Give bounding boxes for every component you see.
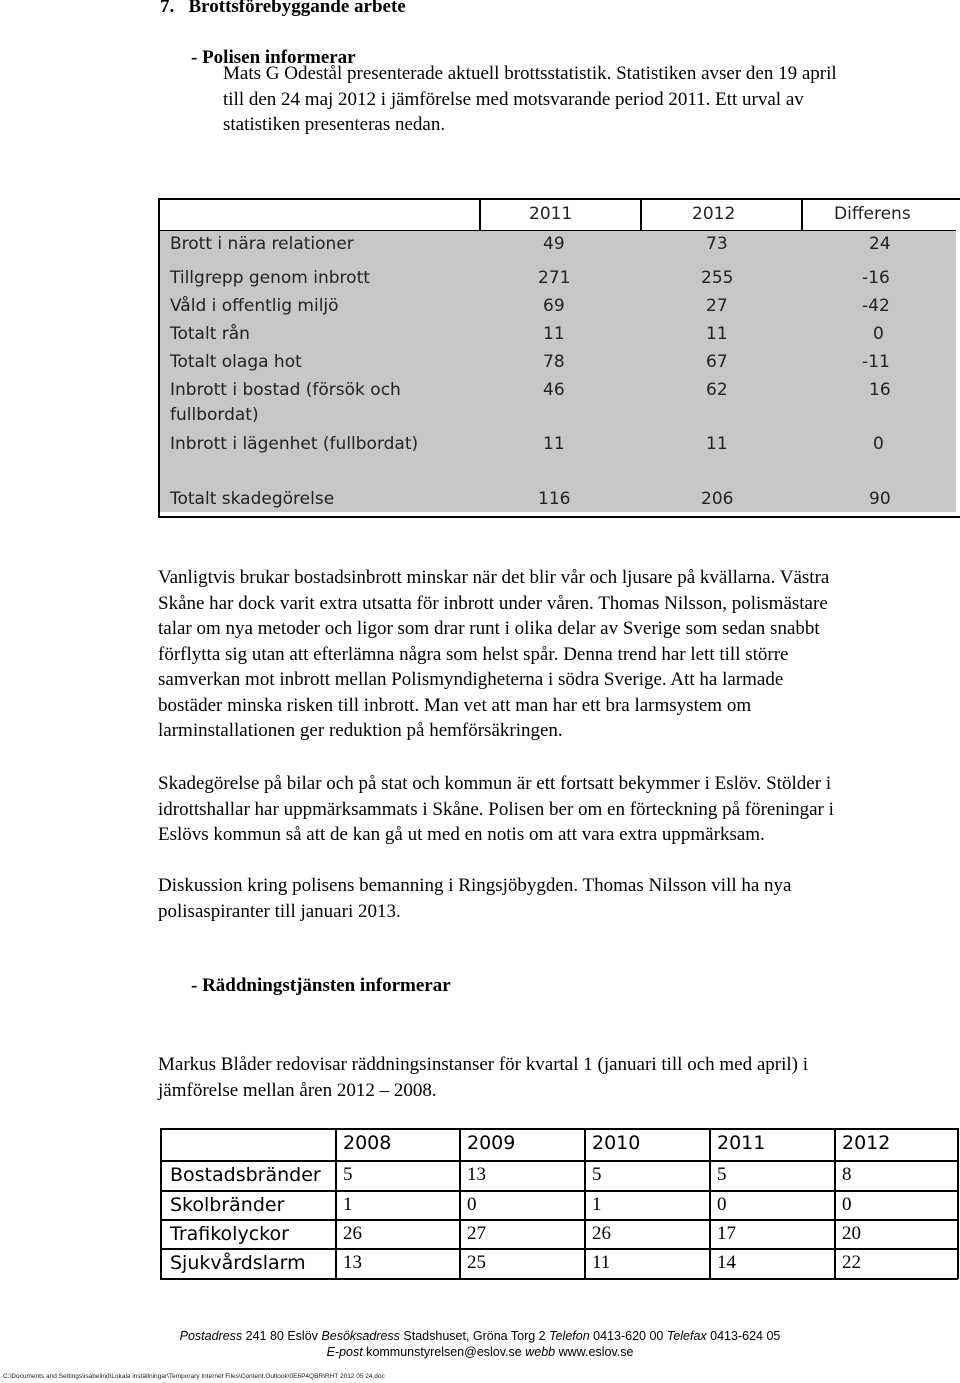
footer-label: Besöksadress: [321, 1329, 400, 1343]
rescue-label: Skolbränder: [170, 1194, 285, 1216]
paragraph-staffing: [158, 873, 792, 924]
crime-2012: 62: [706, 380, 728, 400]
grid-line: [957, 1128, 959, 1279]
rescue-value: 14: [717, 1252, 736, 1273]
crime-label: Totalt olaga hot: [170, 352, 302, 372]
footer-label: webb: [525, 1345, 556, 1359]
rescue-value: 11: [592, 1252, 611, 1273]
crime-label: Inbrott i bostad (försök och: [170, 380, 401, 400]
crime-diff: 0: [873, 434, 884, 454]
crime-diff: -11: [862, 352, 890, 372]
paragraph-line: polisaspiranter till januari 2013.: [158, 900, 401, 922]
rescue-intro-line: Markus Blåder redovisar räddningsinstanser för kvartal 1 (januari till och med april) i: [158, 1054, 809, 1075]
crime-table-header-diff: Differens: [834, 204, 911, 224]
rescue-value: 13: [343, 1252, 362, 1273]
rescue-value: 22: [842, 1252, 861, 1273]
police-heading: - Polisen informerar: [191, 47, 356, 68]
crime-table-header-2011: 2011: [529, 204, 573, 224]
rescue-label: Trafikolyckor: [170, 1223, 289, 1245]
grid-line: [160, 1160, 958, 1162]
rescue-value: 0: [467, 1194, 477, 1215]
crime-diff: 16: [869, 380, 891, 400]
section-title: Brottsförebyggande arbete: [188, 0, 406, 17]
grid-line: [160, 1248, 958, 1250]
crime-label: Inbrott i lägenhet (fullbordat): [170, 434, 419, 454]
rescue-heading: - Räddningstjänsten informerar: [191, 975, 451, 996]
crime-diff: 24: [869, 234, 891, 254]
grid-line: [335, 1128, 337, 1279]
section-heading: [160, 0, 406, 18]
crime-2012: 27: [706, 296, 728, 316]
footer-value: Stadshuset, Gröna Torg 2: [403, 1329, 546, 1343]
crime-label: Tillgrepp genom inbrott: [170, 268, 370, 288]
crime-2012: 67: [706, 352, 728, 372]
crime-2012: 206: [701, 489, 734, 509]
paragraph-line: talar om nya metoder och ligor som drar runt i olika delar av Sverige som sedan snabbt: [158, 618, 820, 639]
grid-line: [709, 1128, 711, 1279]
year-header: 2012: [842, 1132, 891, 1154]
footer-line-2: [0, 1345, 960, 1359]
crime-label: Brott i nära relationer: [170, 234, 354, 254]
rescue-value: 8: [842, 1164, 852, 1185]
rescue-value: 5: [343, 1164, 353, 1185]
rescue-value: 27: [467, 1223, 486, 1244]
crime-2012: 255: [701, 268, 734, 288]
rescue-label: Sjukvårdslarm: [170, 1252, 306, 1274]
crime-diff: -42: [862, 296, 890, 316]
paragraph-line: Vanligtvis brukar bostadsinbrott minskar när det blir vår och ljusare på kvällarna. Västra: [158, 567, 830, 588]
crime-2011: 49: [543, 234, 565, 254]
grid-line: [584, 1128, 586, 1279]
rescue-value: 25: [467, 1252, 486, 1273]
paragraph-line: Eslövs kommun så att de kan gå ut med en notis om att vara extra uppmärksam.: [158, 824, 765, 845]
rescue-value: 5: [717, 1164, 727, 1185]
rescue-value: 1: [343, 1194, 353, 1215]
grid-line: [160, 1219, 958, 1221]
year-header: 2008: [343, 1132, 392, 1154]
crime-2012: 11: [706, 324, 728, 344]
grid-line: [459, 1128, 461, 1279]
paragraph-line: förflytta sig utan att efterlämna några som helst spår. Denna trend har lett till större: [158, 643, 789, 665]
crime-label: Totalt rån: [170, 324, 250, 344]
grid-line: [160, 1278, 958, 1280]
footer-line-1: [0, 1329, 960, 1343]
rescue-intro: [158, 1052, 808, 1103]
grid-line: [160, 1128, 958, 1130]
year-header: 2010: [592, 1132, 641, 1154]
paragraph-line: Diskussion kring polisens bemanning i Ringsjöbygden. Thomas Nilsson vill ha nya: [158, 875, 792, 896]
footer-value: 241 80 Eslöv: [245, 1329, 318, 1343]
year-header: 2009: [467, 1132, 516, 1154]
paragraph-line: idrottshallar har uppmärksammats i Skåne. Polisen ber om en förteckning på föreningar i: [158, 798, 834, 820]
grid-line: [834, 1128, 836, 1279]
crime-label: Våld i offentlig miljö: [170, 296, 339, 316]
divider: [479, 200, 481, 230]
rescue-value: 1: [592, 1194, 602, 1215]
rescue-value: 26: [343, 1223, 362, 1244]
grid-line: [160, 1128, 162, 1279]
rescue-value: 20: [842, 1223, 861, 1244]
crime-diff: -16: [862, 268, 890, 288]
footer-website[interactable]: www.eslov.se: [558, 1345, 634, 1359]
rescue-value: 13: [467, 1164, 486, 1185]
year-header: 2011: [717, 1132, 766, 1154]
file-path: C:\Documents and Settings\isabelind\Lokala inställningar\Temporary Internet Files\Content.Outlook\0E6P4QBR\RHT 2012 05 24.doc: [3, 1373, 385, 1380]
crime-2012: 11: [706, 434, 728, 454]
police-intro-line: till den 24 maj 2012 i jämförelse med motsvarande period 2011. Ett urval av: [223, 88, 804, 110]
crime-2012: 73: [706, 234, 728, 254]
footer-email[interactable]: kommunstyrelsen@eslov.se: [366, 1345, 522, 1359]
paragraph-line: Skadegörelse på bilar och på stat och kommun är ett fortsatt bekymmer i Eslöv. Stölder i: [158, 773, 832, 794]
divider: [801, 200, 803, 230]
paragraph-line: bostäder minska risken till inbrott. Man vet att man har ett bra larmsystem om: [158, 694, 752, 716]
footer-value: 0413-620 00: [593, 1329, 664, 1343]
crime-2011: 11: [543, 324, 565, 344]
crime-diff: 0: [873, 324, 884, 344]
rescue-label: Bostadsbränder: [170, 1164, 321, 1186]
paragraph-vandalism: [158, 771, 834, 848]
crime-2011: 46: [543, 380, 565, 400]
rescue-value: 0: [717, 1194, 727, 1215]
crime-label-cont: fullbordat): [170, 405, 259, 425]
rescue-intro-line: jämförelse mellan åren 2012 – 2008.: [158, 1079, 437, 1101]
police-intro-line: Mats G Odestål presenterade aktuell brottsstatistik. Statistiken avser den 19 april: [223, 63, 837, 84]
rescue-value: 5: [592, 1164, 602, 1185]
paragraph-line: Skåne har dock varit extra utsatta för inbrott under våren. Thomas Nilsson, polismästare: [158, 592, 828, 614]
grid-line: [160, 1190, 958, 1192]
crime-2011: 69: [543, 296, 565, 316]
footer-label: Telefon: [549, 1329, 590, 1343]
paragraph-burglary: [158, 565, 829, 744]
rescue-value: 0: [842, 1194, 852, 1215]
footer-label: Telefax: [666, 1329, 707, 1343]
footer-label: Postadress: [179, 1329, 243, 1343]
police-intro: [223, 61, 837, 138]
footer-label: E-post: [326, 1345, 363, 1359]
divider: [640, 200, 642, 230]
police-intro-line: statistiken presenteras nedan.: [223, 114, 446, 135]
rescue-value: 26: [592, 1223, 611, 1244]
crime-2011: 78: [543, 352, 565, 372]
paragraph-line: larminstallationen ger reduktion på hemförsäkringen.: [158, 720, 563, 741]
crime-2011: 11: [543, 434, 565, 454]
footer-value: 0413-624 05: [710, 1329, 781, 1343]
crime-diff: 90: [869, 489, 891, 509]
rescue-value: 17: [717, 1223, 736, 1244]
crime-2011: 271: [538, 268, 571, 288]
crime-2011: 116: [538, 489, 571, 509]
paragraph-line: samverkan mot inbrott mellan Polismyndigheterna i södra Sverige. Att ha larmade: [158, 669, 784, 690]
crime-table-header-2012: 2012: [692, 204, 736, 224]
crime-label: Totalt skadegörelse: [170, 489, 335, 509]
section-number: 7.: [160, 0, 175, 17]
